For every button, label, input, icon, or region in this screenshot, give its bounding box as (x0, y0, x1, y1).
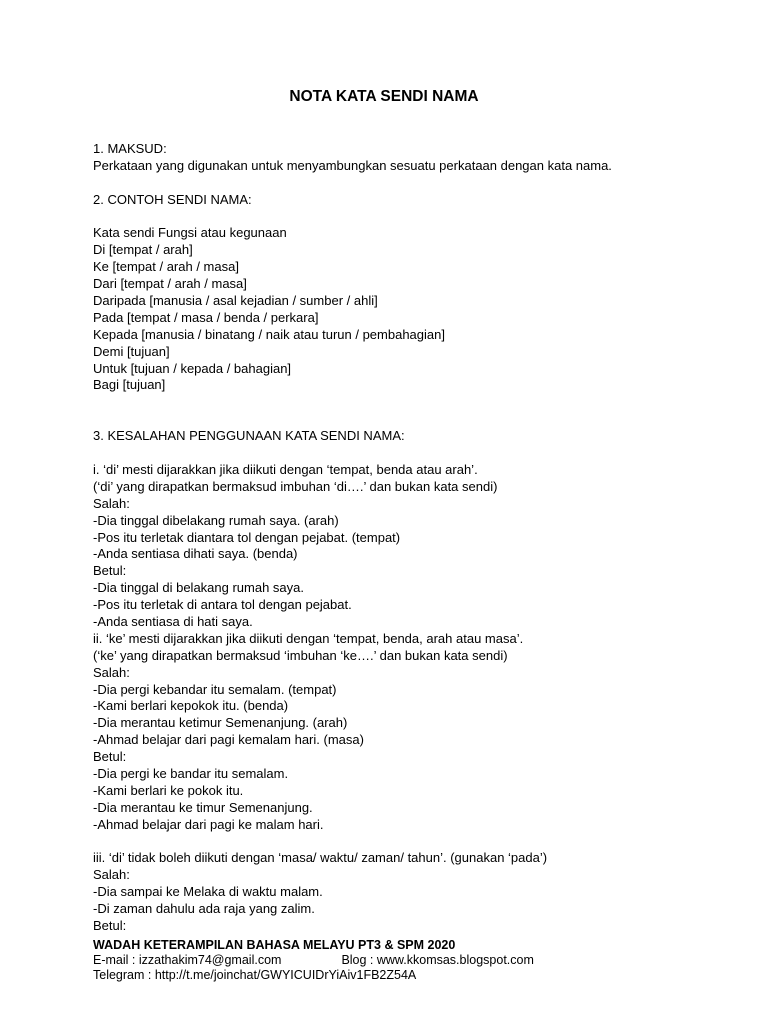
list-item: Dari [tempat / arah / masa] (93, 276, 247, 292)
text-line: Salah: (93, 664, 130, 680)
text-line: i. ‘di’ mesti dijarakkan jika diikuti dengan ‘tempat, benda atau arah’. (93, 461, 478, 477)
section-3-part-1 (93, 462, 733, 834)
text-line: (‘di’ yang dirapatkan bermaksud imbuhan ‘di….’ dan bukan kata sendi) (93, 478, 498, 494)
footer-contact (93, 953, 733, 968)
section-2-table-header: Kata sendi Fungsi atau kegunaan (93, 225, 287, 241)
list-item: Bagi [tujuan] (93, 377, 166, 393)
section-3-part-2 (93, 850, 733, 934)
text-line: -Pos itu terletak diantara tol dengan pejabat. (tempat) (93, 529, 401, 545)
list-item: Ke [tempat / arah / masa] (93, 259, 239, 275)
list-item: Kepada [manusia / binatang / naik atau turun / pembahagian] (93, 326, 445, 342)
text-line: -Anda sentiasa di hati saya. (93, 613, 253, 629)
page-title: NOTA KATA SENDI NAMA (289, 88, 479, 105)
section-1-heading: 1. MAKSUD: (93, 141, 167, 156)
text-line: -Dia merantau ke timur Semenanjung. (93, 799, 313, 815)
text-line: -Ahmad belajar dari pagi kemalam hari. (masa) (93, 732, 364, 748)
footer-blog: Blog : www.kkomsas.blogspot.com (341, 953, 534, 967)
document-body (93, 141, 733, 935)
text-line: -Dia tinggal dibelakang rumah saya. (arah) (93, 512, 339, 528)
text-line: Betul: (93, 749, 127, 765)
text-line: -Kami berlari ke pokok itu. (93, 782, 244, 798)
text-line: iii. ‘di’ tidak boleh diikuti dengan ‘masa/ waktu/ zaman/ tahun’. (gunakan ‘pada’) (93, 850, 548, 866)
list-item: Untuk [tujuan / kepada / bahagian] (93, 360, 292, 376)
text-line: -Ahmad belajar dari pagi ke malam hari. (93, 816, 324, 832)
text-line: -Pos itu terletak di antara tol dengan pejabat. (93, 597, 352, 613)
section-2-heading: 2. CONTOH SENDI NAMA: (93, 191, 252, 207)
text-line: Salah: (93, 495, 130, 511)
text-line: -Dia tinggal di belakang rumah saya. (93, 580, 305, 596)
list-item: Demi [tujuan] (93, 343, 170, 359)
text-line: -Dia sampai ke Melaka di waktu malam. (93, 884, 323, 900)
text-line: Betul: (93, 917, 127, 933)
text-line: Salah: (93, 867, 130, 883)
text-line: -Anda sentiasa dihati saya. (benda) (93, 546, 298, 562)
footer-title: WADAH KETERAMPILAN BAHASA MELAYU PT3 & SPM 2020 (93, 938, 456, 952)
text-line: -Dia merantau ketimur Semenanjung. (arah) (93, 715, 348, 731)
list-item: Daripada [manusia / asal kejadian / sumber / ahli] (93, 293, 378, 309)
list-item: Pada [tempat / masa / benda / perkara] (93, 309, 319, 325)
footer-email: E-mail : izzathakim74@gmail.com (93, 953, 282, 967)
text-line: (‘ke’ yang dirapatkan bermaksud ‘imbuhan ‘ke….’ dan bukan kata sendi) (93, 647, 508, 663)
text-line: ii. ‘ke’ mesti dijarakkan jika diikuti dengan ‘tempat, benda, arah atau masa’. (93, 630, 524, 646)
section-2-list (93, 242, 733, 394)
text-line: Betul: (93, 563, 127, 579)
text-line: -Di zaman dahulu ada raja yang zalim. (93, 901, 315, 917)
section-3-heading: 3. KESALAHAN PENGGUNAAN KATA SENDI NAMA: (93, 428, 405, 444)
section-1-text: Perkataan yang digunakan untuk menyambungkan sesuatu perkataan dengan kata nama. (93, 157, 612, 173)
footer-telegram: Telegram : http://t.me/joinchat/GWYICUIDrYiAiv1FB2Z54A (93, 968, 417, 982)
list-item: Di [tempat / arah] (93, 242, 193, 258)
text-line: -Kami berlari kepokok itu. (benda) (93, 698, 289, 714)
page-footer (93, 938, 733, 983)
text-line: -Dia pergi ke bandar itu semalam. (93, 765, 289, 781)
text-line: -Dia pergi kebandar itu semalam. (tempat) (93, 681, 337, 697)
